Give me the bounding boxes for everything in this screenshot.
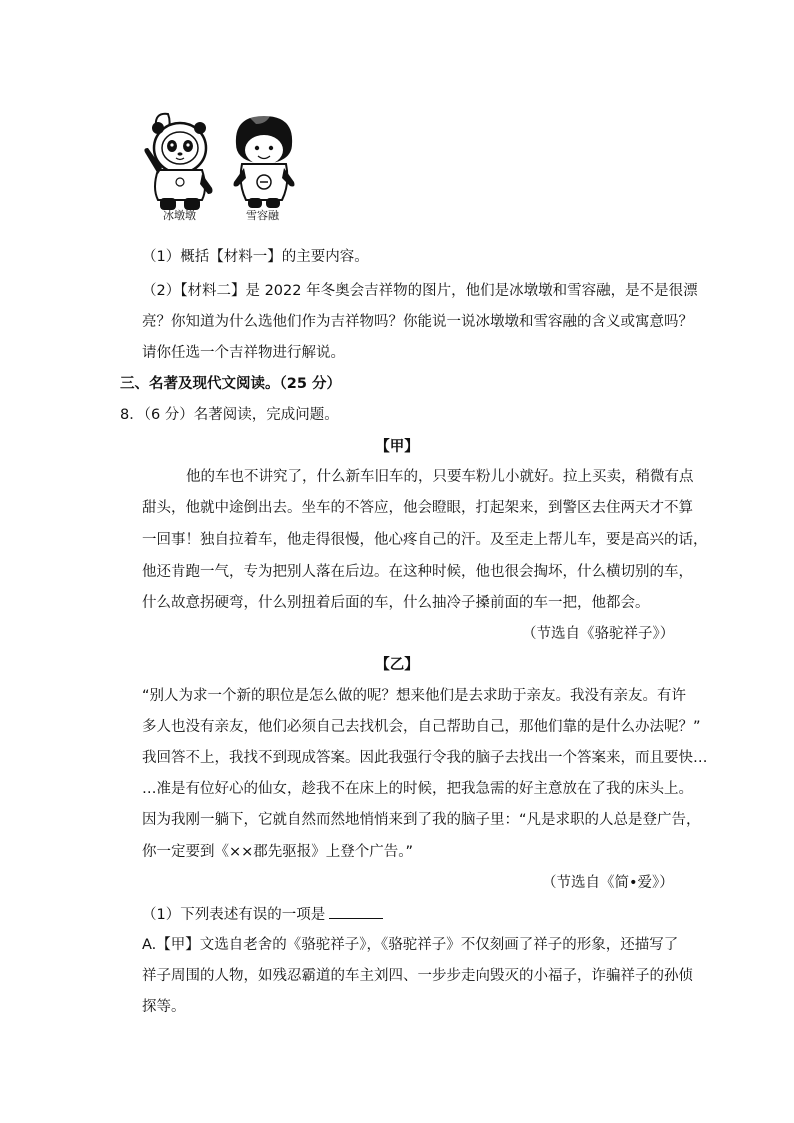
passage-yi-line: 因为我刚一躺下，它就自然而然地悄悄来到了我的脑子里：“凡是求职的人总是登广告，	[142, 812, 701, 828]
passage-jia-label: 【甲】	[375, 439, 419, 455]
q8-title: 8．（6 分）名著阅读，完成问题。	[120, 407, 339, 423]
passage-jia-source: （节选自《骆驼祥子》）	[522, 626, 675, 642]
bing-dwen-dwen-figure	[144, 114, 212, 210]
passage-yi-line: …准是有位好心的仙女，趁我不在床上的时候，把我急需的好主意放在了我的床头上。	[142, 781, 693, 797]
option-a-line: 祥子周围的人物，如残忍霸道的车主刘四、一步步走向毁灭的小福子，诈骗祥子的孙侦	[142, 968, 693, 984]
q7-part2-line: 请你任选一个吉祥物进行解说。	[142, 345, 345, 361]
section-heading: 三、名著及现代文阅读。（25 分）	[120, 376, 341, 392]
q7-part2-line: （2）【材料二】是 2022 年冬奥会吉祥物的图片，他们是冰墩墩和雪容融，是不是很漂	[142, 283, 698, 299]
option-a-line: 探等。	[142, 999, 186, 1015]
passage-jia-line: 一回事！独自拉着车，他走得很慢，他心疼自己的汗。及至走上帮儿车，要是高兴的话，	[142, 532, 708, 548]
passage-jia-line: 他还肯跑一气，专为把别人落在后边。在这种时候，他也很会掏坏，什么横切别的车，	[142, 564, 693, 580]
mascot-caption-left: 冰墩墩	[163, 209, 196, 222]
passage-jia-line: 什么故意拐硬弯，什么别扭着后面的车，什么抽冷子搡前面的车一把，他都会。	[142, 595, 650, 611]
passage-yi-label: 【乙】	[375, 657, 419, 673]
passage-jia-line: 甜头，他就中途倒出去。坐车的不答应，他会瞪眼，打起架来，到警区去住两天才不算	[142, 500, 693, 516]
shuey-rhon-rhon-figure	[234, 114, 295, 208]
q7-part2-line: 亮？你知道为什么选他们作为吉祥物吗？你能说一说冰墩墩和雪容融的含义或寓意吗？	[142, 314, 693, 330]
mascot-caption-right: 雪容融	[246, 209, 279, 222]
option-a-line: A.【甲】文选自老舍的《骆驼祥子》，《骆驼祥子》不仅刻画了祥子的形象，还描写了	[142, 937, 679, 953]
q8-sub1-line	[142, 904, 383, 925]
passage-yi-line: 你一定要到《××郡先驱报》上登个广告。”	[142, 844, 414, 860]
passage-jia-line: 他的车也不讲究了，什么新车旧车的，只要车粉儿小就好。拉上买卖，稍微有点	[186, 469, 694, 485]
passage-yi-source: （节选自《简•爱》）	[542, 875, 674, 891]
passage-yi-line: 我回答不上，我找不到现成答案。因此我强行令我的脑子去找出一个答案来，而且要快…	[142, 750, 708, 766]
q8-sub1-prompt: （1）下列表述有误的一项是	[142, 907, 326, 923]
passage-yi-line: 多人也没有亲友，他们必须自己去找机会，自己帮助自己，那他们靠的是什么办法呢？”	[142, 719, 701, 735]
passage-yi-line: “别人为求一个新的职位是怎么做的呢？想来他们是去求助于亲友。我没有亲友。有许	[142, 688, 687, 704]
answer-blank[interactable]	[329, 904, 383, 919]
q7-part1: （1）概括【材料一】的主要内容。	[142, 249, 369, 265]
